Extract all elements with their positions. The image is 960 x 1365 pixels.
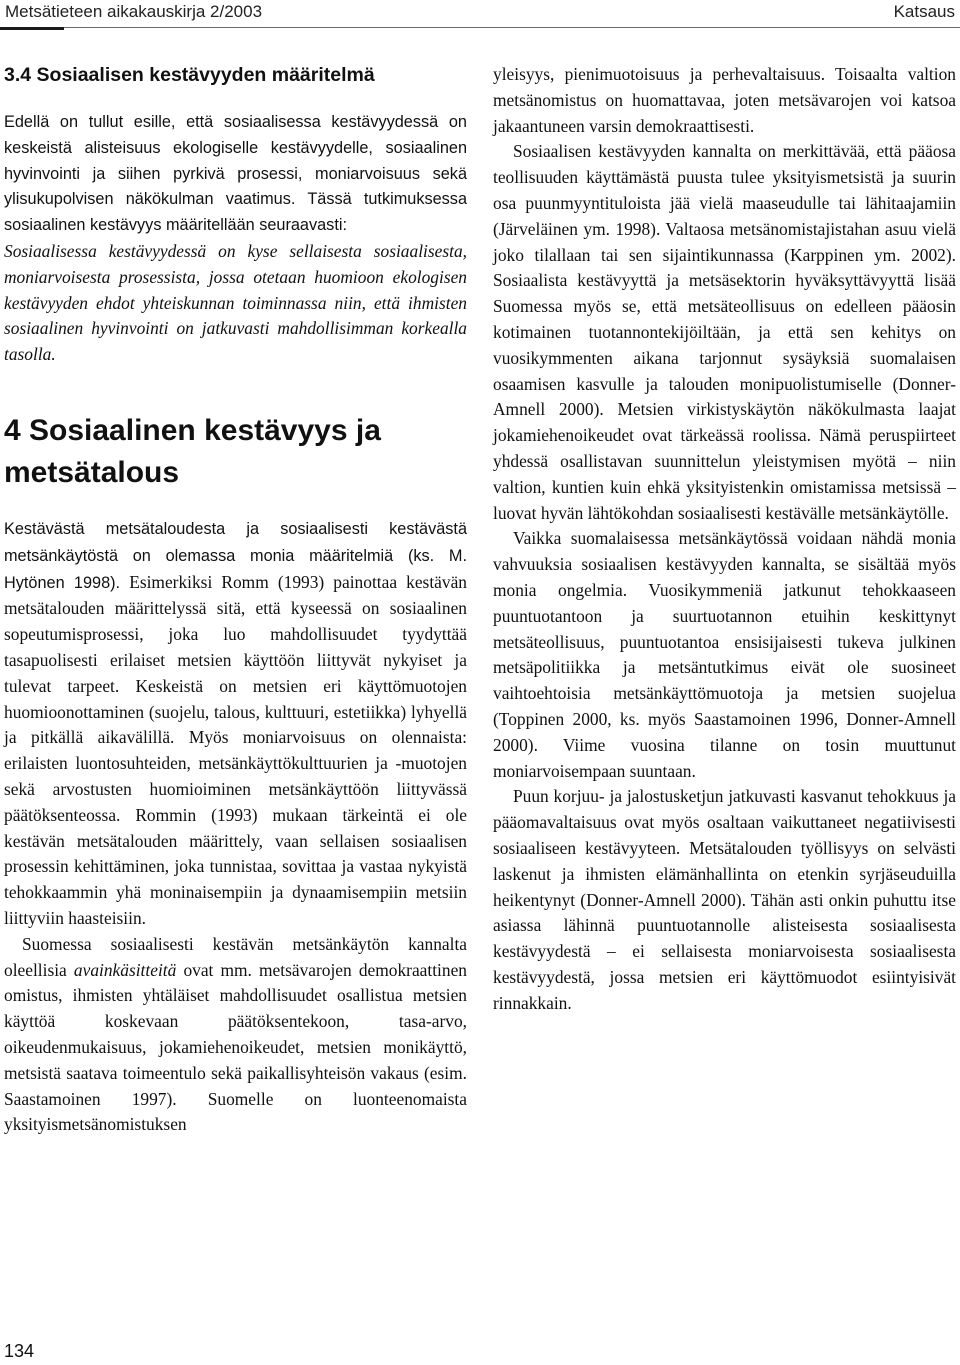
section-4-text-1: Esimerkiksi Romm (1993) painottaa kestävän metsätalouden määrittelyssä sitä, että kyseessä on sosiaalinen sopeutumisprosessi, joka luo mahdollisuudet tyydyttää tasapuolisesti erilaiset metsien käyttöön liittyvät nykyiset ja tulevat tarpeet. Keskeistä on metsien eri käyttömuotojen huomioonottaminen (suojelu, talous, kulttuuri, estetiikka) lyhyellä ja pitkällä aikavälillä. Myös moniarvoisuus on olennaista: erilaisten luontosuhteiden, metsänkäyttökulttuurien ja -muotojen sekä arvostusten huomioiminen metsänkäyttöön liittyvässä päätöksenteossa. Rommin (1993) mukaan tärkeintä ei ole kestävän metsätalouden määrittely, vaan sellaisen sosiaalisen prosessin kehittäminen, joka tunnistaa, sovittaa ja vastaa nykyistä tehokkaammin yhä moninaisempiin ja dynaamisempiin metsiin liittyviin haasteisiin. [4,571,467,928]
right-paragraph-1: yleisyys, pienimuotoisuus ja perhevaltaisuus. Toisaalta valtion metsänomistus on huomattavaa, joten metsävarojen voi katsoa jakaantuneen varsin demokraattisesti. [493,64,956,136]
section-3-4-text-a: Edellä on tullut esille, että sosiaalisessa kestävyydessä on keskeistä alisteisuus ekologiselle kestävyydelle, sosiaalinen hyvinvointi ja siihen pyrkivä prosessi, moniarvoisuus sekä ylisukupolvisen näkökulman vaatimus. [4,113,467,209]
section-3-4-paragraph [4,110,467,239]
right-column [493,62,956,1016]
section-4-paragraph-2 [4,932,467,1138]
definition-text: Sosiaalisessa kestävyydessä on kyse sellaisesta sosiaalisesta, moniarvoisesta prosessista, jossa otetaan huomioon ekologisen kestävyyden ehdot yhteiskunnan toiminnassa niin, että ihmisten sosiaalinen hyvinvointi on jatkuvasti mahdollisimman korkealla tasolla. [4,240,467,365]
section-label: Katsaus [893,2,955,21]
right-paragraph-4: Puun korjuu- ja jalostusketjun jatkuvasti kasvanut tehokkuus ja pääomavaltaisuus ovat myös osaltaan vaikuttaneet negatiivisesti sosiaaliseen kestävyyteen. Metsätalouden työllisyys on selvästi laskenut ja ihmisten elämänhallinta on etenkin syrjäseuduilla heikentynyt (Donner-Amnell 2000). Tähän asti onkin puhuttu itse asiassa lähinnä puuntuotannolle alisteisesta sosiaalisesta kestävyydestä – ei sellaisesta moniarvoisesta sosiaalisesta kestävyydestä, jossa metsien eri käyttömuodot esiintyisivät rinnakkain. [493,786,956,1013]
running-header [0,2,960,30]
journal-title: Metsätieteen aikakauskirja 2/2003 [5,2,263,21]
section-4-intro: Kestävästä metsätaloudesta ja sosiaalisesti kestävästä metsänkäytöstä on olemassa monia määritelmiä (ks. M. Hytönen 1998). [4,519,467,592]
section-3-4-heading: 3.4 Sosiaalisen kestävyyden määritelmä [4,64,375,86]
key-concepts-term: avainkäsitteitä [73,959,177,980]
header-rule [0,27,960,28]
left-column [4,62,467,1138]
section-4-text-2b: ovat mm. metsävarojen demokraattinen omistus, ihmisten yhtäläiset mahdollisuudet osallistua metsien käyttöä koskevaan päätöksentekoon, tasa-arvo, oikeudenmukaisuus, jokamiehenoikeudet, metsien monikäyttö, metsistä saatava toimeentulo sekä paikallisyhteisön vakaus (esim. Saastamoinen 1997). Suomelle on luonteenomaista yksityismetsänomistuksen [4,959,467,1135]
section-4-paragraph-1 [4,516,467,932]
section-4-text-2a: Suomessa sosiaalisesti kestävän metsänkäytön kannalta oleellisia [4,933,467,980]
section-3-4-text-b: Tässä tutkimuksessa sosiaalinen kestävyys määritellään seuraavasti: [4,190,468,235]
section-4-heading: 4 Sosiaalinen kestävyys ja metsätalous [4,413,381,489]
right-paragraph-3: Vaikka suomalaisessa metsänkäytössä voidaan nähdä monia vahvuuksia sosiaalisen kestävyyden kannalta, se sisältää myös monia ongelmia. Vuosikymmeniä jatkunut tehokkaaseen puuntuotantoon ja suurtuotannon etuihin keskittynyt metsäteollisuus, puuntuotantoa ensisijaisesti tukeva julkinen metsäpolitiikka ja metsäntutkimus eivät ole suosineet vaihtoehtoisia metsänkäyttömuotoja ja metsien suojelua (Toppinen 2000, ks. myös Saastamoinen 1996, Donner-Amnell 2000). Viime vuosina tilanne on tosin muuttunut moniarvoisempaan suuntaan. [493,528,956,781]
header-rule-accent [0,27,64,30]
page-number: 134 [4,1341,35,1361]
right-paragraph-2: Sosiaalisen kestävyyden kannalta on merkittävää, että pääosa teollisuuden käyttämästä puusta tulee yksityismetsistä ja suurin osa puunmyyntituloista jää vielä maaseudulle tai lähitaajamiin (Järveläinen ym. 1998). Valtaosa metsänomistajistahan asuu vielä joko tilallaan tai sen sijaintikunnassa (Karppinen ym. 2002). Sosiaalista kestävyyttä ja metsäsektorin hyväksyttävyyttä lisää Suomessa myös se, että metsäteollisuus on edelleen pääosin kotimainen tuotannontekijöiltään, ja että sen kehitys on vuosikymmenten aikana tarjonnut sysäyksiä suomalaisen osaamisen kasvulle ja talouden monipuolistumiselle (Donner-Amnell 2000). Metsien virkistyskäytön näkökulmasta laajat jokamiehenoikeudet ovat tärkeässä roolissa. Nämä peruspiirteet yhdessä osallistavan suunnittelun yleistymisen myötä – niin valtion, kuntien kuin ehkä yksityistenkin omistamissa metsissä – luovat hyvän lähtökohdan sosiaalisesti kestävälle metsänkäytölle. [493,141,956,523]
